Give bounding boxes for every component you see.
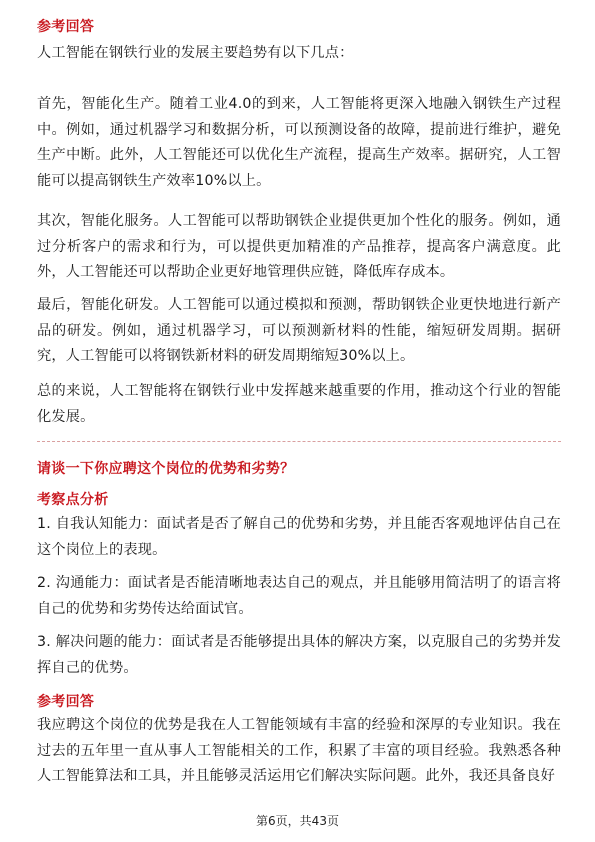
answer-paragraph: 首先，智能化生产。随着工业4.0的到来，人工智能将更深入地融入钢铁生产过程中。例如，通过机器学习和数据分析，可以预测设备的故障，提前进行维护，避免生产中断。此外，人工智能还可以优化生产流程，提高生产效率。据研究，人工智能可以提高钢铁生产效率10%以上。 <box>37 96 561 189</box>
question-heading: 请谈一下你应聘这个岗位的优势和劣势？ <box>37 461 295 477</box>
analysis-item: 2. 沟通能力：面试者是否能清晰地表达自己的观点，并且能够用简洁明了的语言将自己的优势和劣势传达给面试官。 <box>37 575 561 617</box>
answer-heading: 参考回答 <box>37 694 95 710</box>
page-number: 第6页，共43页 <box>256 814 339 828</box>
analysis-heading: 考察点分析 <box>37 492 109 508</box>
answer-paragraph: 最后，智能化研发。人工智能可以通过模拟和预测，帮助钢铁企业更快地进行新产品的研发。例如，通过机器学习，可以预测新材料的性能，缩短研发周期。据研究，人工智能可以将钢铁新材料的研发周期缩短30%以上。 <box>37 297 561 365</box>
answer-paragraph: 其次，智能化服务。人工智能可以帮助钢铁企业提供更加个性化的服务。例如，通过分析客户的需求和行为，可以提供更加精准的产品推荐，提高客户满意度。此外，人工智能还可以帮助企业更好地管理供应链，降低库存成本。 <box>37 213 561 281</box>
answer-paragraph: 人工智能在钢铁行业的发展主要趋势有以下几点： <box>37 45 354 61</box>
analysis-item: 3. 解决问题的能力：面试者是否能够提出具体的解决方案，以克服自己的劣势并发挥自己的优势。 <box>37 634 561 676</box>
section-divider <box>37 441 561 442</box>
answer-paragraph: 我应聘这个岗位的优势是我在人工智能领域有丰富的经验和深厚的专业知识。我在过去的五年里一直从事人工智能相关的工作，积累了丰富的项目经验。我熟悉各种人工智能算法和工具，并且能够灵活运用它们解决实际问题。此外，我还具备良好 <box>37 717 561 785</box>
analysis-item: 1. 自我认知能力：面试者是否了解自己的优势和劣势，并且能否客观地评估自己在这个岗位上的表现。 <box>37 516 561 558</box>
answer-paragraph: 总的来说，人工智能将在钢铁行业中发挥越来越重要的作用，推动这个行业的智能化发展。 <box>37 383 561 425</box>
answer-heading: 参考回答 <box>37 19 95 35</box>
